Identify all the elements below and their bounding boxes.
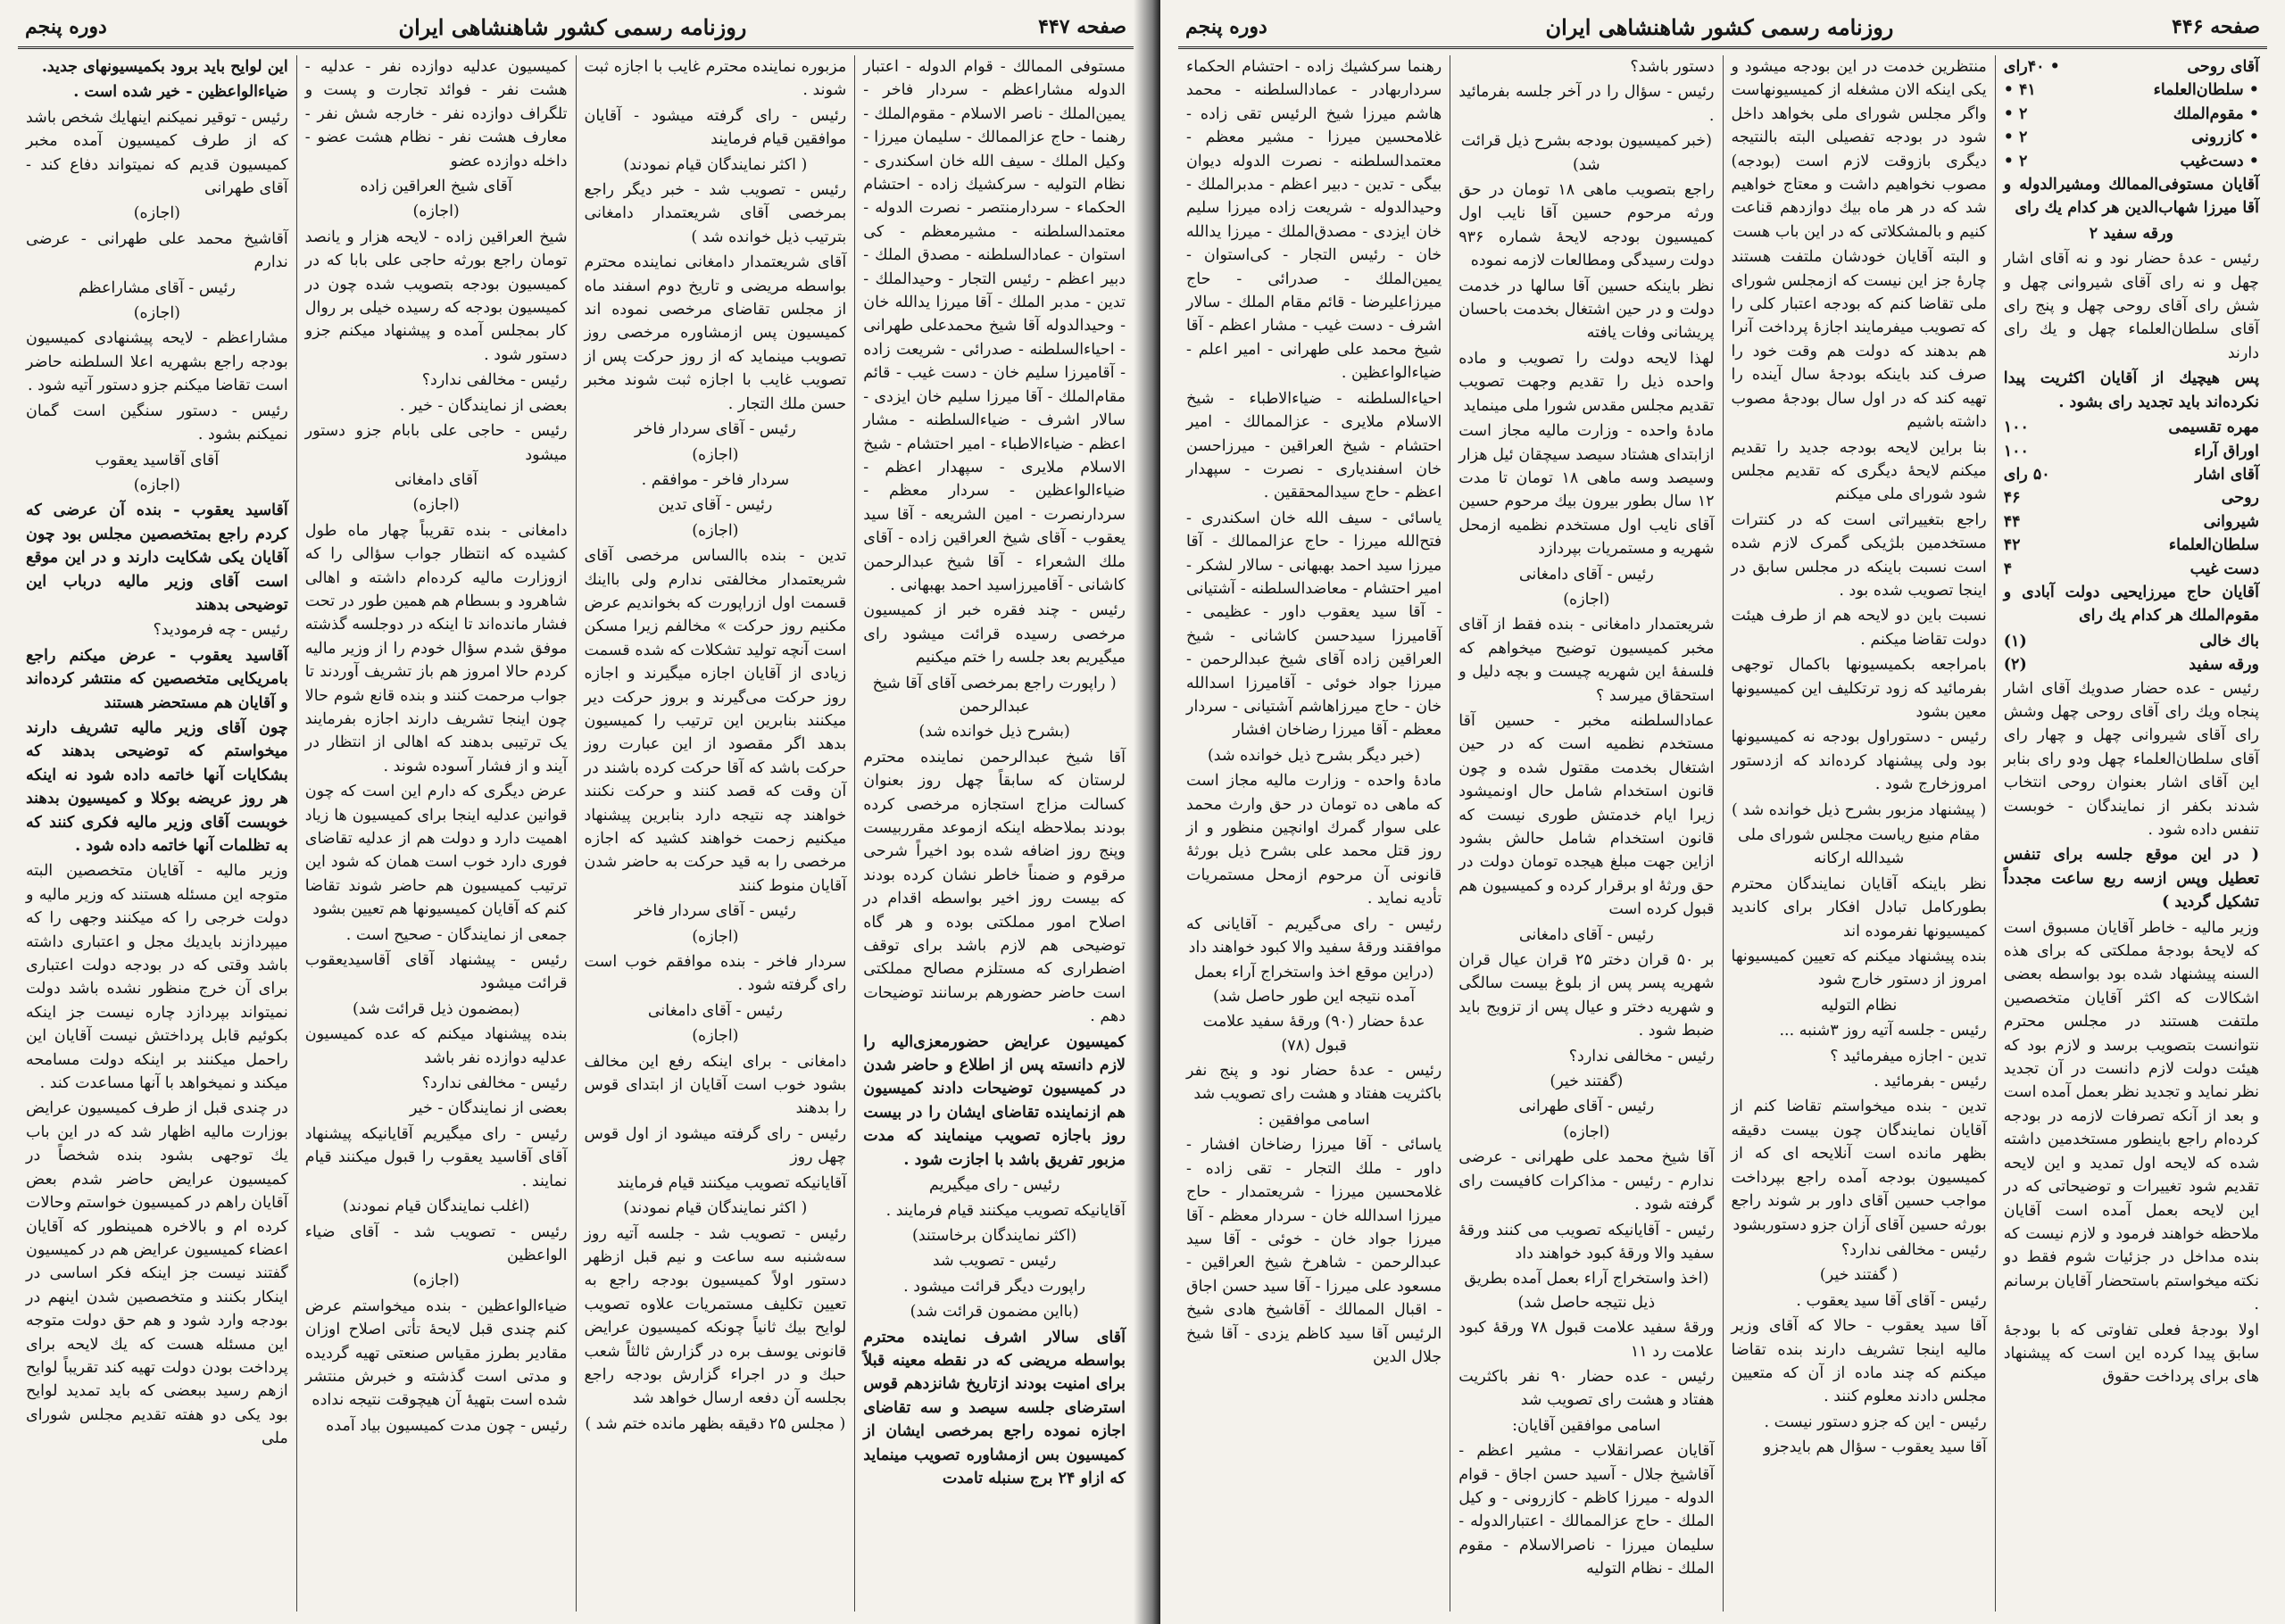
paragraph: رئیس - این که جزو دستور نیست . [1764, 1413, 1987, 1431]
page-446 [1160, 0, 2285, 1624]
paragraph: رئیس - آقای سردار فاخر [634, 420, 796, 439]
tally-mark: ۲ • [2003, 128, 2028, 147]
paragraph: بعضی از نمایندگان - خیر . [399, 396, 568, 415]
paragraph: بامراجعه بکمیسیونها باکمال توجهی بفرمائید که زود ترتکلیف این کمیسیونها معین بشود [1731, 656, 1987, 721]
paragraph: (اجازه) [412, 1272, 460, 1290]
tally-row [2004, 463, 2259, 486]
paragraph: راجع بتغییراتی است که در کنترات مستخدمین بلژیکی گمرک لازم شده است نسبت باینکه در مجلس سابق در اینجا تصویب شده بود . [1731, 510, 1987, 600]
paragraph: (اخذ واستخراج آراء بعمل آمده بطریق ذیل نتیجه حاصل شد) [1464, 1270, 1709, 1312]
paragraph: اولا بودجهٔ فعلی تفاوتی که با بودجهٔ سابق پیدا کرده این است که پیشنهاد های برای پرداخت حقوق [2003, 1321, 2259, 1387]
tally-mark: ۱۰۰ [2003, 442, 2029, 460]
paragraph: آقاسید یعقوب - عرض میکنم راجع بامریکایی متخصصین که منتشر کرده‌اند و آقایان هم مستحضر هستند [26, 646, 288, 712]
paragraph: (اجازه) [133, 204, 181, 223]
paragraph: (گفتند خیر) [1550, 1073, 1624, 1091]
paragraph: (اغلب نمایندگان قیام نمودند) [343, 1197, 530, 1216]
paragraph: ( اکثر نمایندگان قیام نمودند) [623, 155, 808, 174]
paragraph: تدین - اجازه میفرمائید ؟ [1830, 1047, 1987, 1065]
paragraph: آقا سید یعقوب - سؤال هم بایدجزو [1763, 1438, 1987, 1457]
paragraph: رئیس - چون مدت کمیسیون بیاد آمده [326, 1416, 568, 1435]
tally-row [2004, 558, 2259, 581]
paragraph: رئیس - رای میگیریم [928, 1176, 1060, 1195]
tally-mark: • ۴۰رای [2003, 58, 2060, 76]
paragraph: راپورت دیگر قرائت میشود . [903, 1277, 1086, 1296]
paragraph: رئیس - عدهٔ حضار نود و نه آقای اشار چهل و نه رای آقای شیروانی چهل و شش رای آقای روحی چهل و پنج رای آقای سلطان‌العلماء چهل و یك رای دارند [2003, 250, 2259, 362]
paragraph: رئیس - مخالفی ندارد؟ [1568, 1047, 1715, 1065]
tally-mark: ۴۱ • [2003, 81, 2036, 100]
paragraph: رئیس - رای گرفته میشود - آقایان موافقین قیام فرمایند [584, 106, 847, 149]
column-2 [577, 55, 856, 1612]
tally-name: دست غیب [2189, 559, 2259, 578]
tally-row [2004, 79, 2259, 102]
paragraph: رئیس - دستوراول بودجه نه کمیسیونها بود ولی پیشنهاد کرده‌اند که ازدستور امروزخارج شود . [1731, 728, 1987, 794]
tally-row [2004, 126, 2259, 149]
paragraph: عمادالسلطنه مخبر - حسین آقا مستخدم نظمیه است که در حین اشتغال بخدمت مقتول شده و چون قانون استخدام شامل حال اونمیشود زیرا ایام خدمتش طوری نیست که قانون استخدام شامل حالش بشود ازاین جهت مبلغ هیجده تومان دولت در حق ورثهٔ او برقرار کرده و کمیسیون هم قبول کرده است [1458, 711, 1715, 919]
tally-row [2004, 440, 2259, 463]
tally-name: • مقوم‌الملك [2173, 104, 2259, 123]
paragraph: رئیس - آقایانیکه تصویب می کنند ورقهٔ سفید والا ورقهٔ کبود خواهند داد [1458, 1221, 1715, 1263]
paragraph: رئیس - تصویب شد - خبر دیگر راجع بمرخصی آقای شریعتمدار دامغانی بترتیب ذیل خوانده شد ) [584, 181, 847, 246]
tally-name: • سلطان‌العلماء [2153, 81, 2259, 100]
paragraph: دستور باشد؟ [1630, 58, 1715, 76]
paragraph: (اجازه) [692, 445, 739, 464]
tally-row [2004, 630, 2259, 653]
column-4 [18, 55, 297, 1612]
paragraph: دامغانی - بنده تقریباً چهار ماه طول کشیده که انتظار جواب سؤالی را که ازوزارت مالیه کرده‌ام داشته و اهالی شاهرود و بسطام هم همین طور در تحت فشار مانده‌اند تا اینکه در دوجلسه گذشته موفق شدم سؤال خودم را از وزیر مالیه کردم حالا امروز هم باز تشریف آوردند تا جواب مرحمت کنند و بنده قانع شوم حالا چون اینجا تشریف دارند اجازه بفرمایند یک ترتیبی بدهند که اهالی از انتظار در آیند و از فشار آسوده شوند . [304, 521, 568, 775]
paragraph: مشاراعظم - لایحه پیشنهادی کمیسیون بودجه راجع بشهریه اعلا السلطنه حاضر است تقاضا میکنم جزو دستور آتیه شود . [26, 329, 288, 395]
paragraph: آقا شیخ عبدالرحمن نماینده محترم لرستان که سابقاً چهل روز بعنوان کسالت مزاج استجازه مرخصی کرده بودند بملاحظه اینکه ازموعد مقرربیست وپنج روز اضافه شده بود اخیراً شرحی مرقوم و ضمناً خاطر نشان کرده بودند که بیست روز اخیر بواسطه اقدام در اصلاح امور مملکتی بوده و هر گاه توضیحی هم لازم باشد برای توقف اضطراری که مستلزم مصالح مملکتی است حاضر حضورهم برسانند توضیحات دهم . [863, 748, 1126, 1026]
paragraph: آقای شیخ العراقین زاده [360, 178, 512, 196]
paragraph: آقای شریعتمدار دامغانی نماینده محترم بواسطه مریضی و تاریخ دوم اسفند ماه از مجلس تقاضای مرخصی نموده اند کمیسیون پس ازمشاوره مرخصی روز تصویب مینماید که از روز حرکت پس از تصویب غایب با اجازه ثبت شوند مخبر حسن ملك التجار . [584, 253, 847, 413]
paragraph: (اجازه) [1563, 1123, 1610, 1141]
paragraph: رئیس - مخالفی ندارد؟ [421, 371, 568, 390]
paragraph: تدین - بنده میخواستم تقاضا کنم از آقایان نمایندگان چون بیست دقیقه بظهر مانده است آنلایحه ای که از کمیسیون بودجه آمده راجع بپرداخت مواجب حسین آقای داور بر شوند راجع بورثه حسین آقای آزان جزو دستوربشود [1731, 1098, 1987, 1234]
paragraph: رئیس - آقای طهرانی [1518, 1098, 1655, 1116]
page-number: صفحه ۴۴۷ [1038, 15, 1126, 38]
paragraph: پس هیچیك از آقایان اکثریت پیدا نکرده‌اند باید تجدید رای بشود . [2003, 369, 2259, 411]
paragraph: (اجازه) [692, 1027, 739, 1046]
paragraph: (خبر کمیسیون بودجه بشرح ذیل قرائت شد) [1460, 132, 1712, 174]
paragraph: وزیر مالیه - آقایان متخصصین البته متوجه این مسئله هستند که وزیر مالیه و دولت خرجی را که میکنند وجهی را که میپردازند بایدیك مجل و اعتباری داشته باشد وقتی که در بودجه دولت اعتباری برای آن خرج منظور نشده باشد دولت نمیتواند بپردازد چاره نیست جز اینکه بکوئیم قابل پرداختش نیست آقایان این راحمل میکنند بر اینکه دولت مسامحه میکند و نمیخواهد با آنها مساعدت کند . [26, 862, 288, 1093]
paragraph: رئیس - عده حضار ۹۰ نفر باکثریت هفتاد و هشت رای تصویب شد [1458, 1367, 1715, 1410]
tally-mark: ۲ • [2003, 152, 2028, 170]
paragraph: اسامی موافقین آقایان: [1512, 1416, 1661, 1435]
tally-name: مهره تقسیمی [2168, 418, 2259, 437]
paragraph: نسبت باین دو لایحه هم از طرف هیئت دولت تقاضا میکنم . [1731, 607, 1987, 649]
tally-row [2004, 486, 2259, 510]
paragraph: بنده پیشنهاد میکنم که عده کمیسیون عدلیه دوازده نفر باشد [304, 1025, 568, 1067]
paragraph: رئیس - آقای تدین [658, 496, 773, 515]
paragraph: کمیسیون عدلیه دوازده نفر - عدلیه - هشت نفر - فوائد تجارت و پست و تلگراف دوازده نفر - خارجه شش نفر - معارف هشت نفر - نظام هشت عضو - داخله دوازده عضو [304, 58, 568, 170]
columns [18, 55, 1134, 1612]
paragraph: رئیس - آقای دامغانی [1518, 565, 1654, 584]
paragraph: عدهٔ حضار (۹۰) ورقهٔ سفید علامت قبول (۷۸) [1202, 1013, 1425, 1055]
paragraph: عرض دیگری که دارم این است که چون قوانین عدلیه اینجا برای کمیسیون ها زیاد اهمیت دارد و دولت هم از عدلیه تقاضای فوری دارد خوب است همان که شود این ترتیب کمیسیون هم حاضر شوند تقاضا کنم که آقایان کمیسیونها هم تعیین بشود [304, 783, 568, 919]
paragraph: رئیس - دستور سنگین است گمان نمیکنم بشود . [26, 402, 288, 444]
paragraph: رئیس - آقای دامغانی [647, 1001, 783, 1020]
paragraph: رئیس - بفرمائید . [1874, 1073, 1987, 1091]
paragraph: آقایانیکه تصویب میکنند قیام فرمایند [616, 1173, 847, 1192]
paragraph: رئیس - توقیر نمیکنم اینهایك شخص باشد که از طرف کمیسیون آمده مخبر کمیسیون قدیم که نمیتواند دفاع کند - آقای طهرانی [25, 108, 288, 198]
paragraph: رئیس - پیشنهاد آقای آقاسیدیعقوب قرائت میشود [304, 951, 568, 993]
paragraph: راجع بتصویب ماهی ۱۸ تومان در حق ورثه مرحوم حسین آقا نایب اول کمیسیون بودجه لایحهٔ شماره ۹۳۶ دولت رسیدگی ومطالعات لازمه نموده [1458, 181, 1715, 270]
paragraph: آقایان مستوفی‌الممالك ومشیرالدوله و آقا میرزا شهاب‌الدین هر کدام یك رای [2003, 176, 2259, 218]
paragraph: آقا سید یعقوب - حالا که آقای وزیر مالیه اینجا تشریف دارند بنده تقاضا میکنم که چند ماده از آن که متعیین مجلس دادند معلوم کنند . [1731, 1317, 1987, 1406]
vote-tally [2004, 55, 2259, 173]
paragraph: رئیس - آقای آقا سید یعقوب . [1796, 1291, 1987, 1310]
paragraph: رئیس - آقای مشاراعظم [78, 278, 236, 297]
vote-tally [2004, 630, 2259, 677]
paragraph: (بمضمون ذیل قرائت شد) [353, 999, 520, 1018]
paragraph: رئیس - چه فرمودید؟ [153, 621, 288, 640]
paragraph: مزبوره نماینده محترم غایب با اجازه ثبت شوند . [584, 58, 847, 100]
session-label: دوره پنجم [1185, 15, 1267, 38]
column-4 [1178, 55, 1450, 1612]
paragraph: (اکثر نمایندگان برخاستند) [912, 1226, 1077, 1245]
column-2 [1724, 55, 1996, 1612]
paragraph: آقایانیکه تصویب میکنند قیام فرمایند . [885, 1201, 1126, 1220]
tally-mark: (۱) [2003, 632, 2027, 650]
tally-row [2004, 653, 2259, 676]
paragraph: بنده پیشنهاد میکنم که تعیین کمیسیونها امروز از دستور خارج شود [1731, 948, 1987, 990]
paragraph: رئیس - آقای سردار فاخر [634, 902, 796, 921]
paragraph: رئیس - چند فقره خبر از کمیسیون مرخصی رسیده قرائت میشود رای میگیریم بعد جلسه را ختم میکنیم [863, 601, 1126, 667]
tally-mark: ۱۰۰ [2003, 418, 2029, 437]
paragraph: نظر باینکه حسین آقا سالها در خدمت دولت و در حین اشتغال بخدمت باحسان پریشانی وفات یافته [1458, 277, 1715, 343]
paragraph: ( در این موقع جلسه برای تنفس تعطیل وپس ازسه ربع ساعت مجدداً تشکیل گردید ) [2003, 846, 2259, 912]
paragraph: ورقهٔ سفید علامت قبول ۷۸ ورقهٔ کبود علامت رد ۱۱ [1458, 1319, 1715, 1361]
paragraph: (اجازه) [412, 496, 460, 515]
paragraph: این لوایح باید برود بکمیسیونهای جدید. [41, 58, 288, 76]
tally-name: سلطان‌العلماء [2168, 536, 2259, 555]
paragraph: ضیاءالواعظین - خیر شده است . [73, 83, 288, 102]
paragraph: ( گفتند خیر) [1819, 1266, 1899, 1285]
paragraph: رئیس - سؤال را در آخر جلسه بفرمائید . [1458, 83, 1715, 125]
column-3 [1450, 55, 1723, 1612]
paragraph: رئیس - رای میگیریم آقایانیکه پیشنهاد آقای آقاسید یعقوب را قبول میکنند قیام نمایند . [304, 1124, 568, 1190]
tally-mark: ۴۲ [2003, 536, 2021, 555]
paragraph: رئیس - عدهٔ حضار نود و پنج نفر باکثریت هفتاد و هشت رای تصویب شد [1186, 1062, 1442, 1104]
paragraph: ورقه سفید ۲ [2089, 224, 2173, 243]
paragraph: دامغانی - برای اینکه رفع این مخالف بشود خوب است آقایان از ابتدای قوس را بدهند [584, 1052, 847, 1118]
paragraph: بنا براین لایحه بودجه جدید را تقدیم میکنم لایحهٔ دیگری که تقدیم مجلس شود شورای ملی میکنم [1731, 438, 1987, 504]
paragraph: شیخ العراقین زاده - لایحه هزار و یانصد تومان راجع بورثه حاجی علی بابا که در کمیسیون بودجه بتصویب شده چون در کمیسیون بودجه که رسیده خیلی بر روال کار بمجلس آمده و پیشنهاد میکنم جزو دستور شود . [304, 228, 568, 364]
paragraph: (دراین موقع اخذ واستخراج آراء بعمل آمده نتیجه این طور حاصل شد) [1193, 964, 1434, 1006]
paragraph: سردار فاخر - موافقم . [641, 470, 790, 489]
columns [1178, 55, 2267, 1612]
tally-row [2004, 510, 2259, 534]
newspaper-title: روزنامه رسمی کشور شاهنشاهی ایران [398, 13, 747, 40]
paragraph: در چندی قبل از طرف کمیسیون عرایض بوزارت مالیه اظهار شد که در این باب یك توجهی بشود بنده شخصاً در کمیسیون عرایض حاضر شدم بعض آقایان راهم در کمیسیون خواستم وحالات کرده ام و بالاخره همینطور که آقایان اعضاء کمیسیون عرایض هم در کمیسیون گفتند نیست جز اینکه فکر اساسی در اینکار بکنند و متخصصین شدن اینهم در بودجه وارد شود و هم حق دولت متوجه این مسئله هست که یك لایحه برای پرداخت بودن دولت تهیه کند تقریباً لوایح ازهم رسید ببعضی که باید تمدید لوایح بود یکی دو هفته تقدیم مجلس شورای ملی [26, 1099, 288, 1448]
paragraph: نظر باینکه آقایان نمایندگان محترم بطورکامل تبادل افکار برای کاندید کمیسیونها نفرموده اند [1731, 874, 1987, 940]
paragraph: ( اکثر نمایندگان قیام نمودند) [623, 1199, 808, 1218]
paragraph: رئیس - مخالفی ندارد؟ [1841, 1240, 1987, 1259]
tally-name: • دست‌غیب [2180, 152, 2259, 170]
tally-name: آقای اشار [2195, 465, 2259, 484]
paragraph: (بشرح ذیل خوانده شد) [918, 723, 1070, 742]
paragraph: رئیس - تصویب شد - آقای ضیاء الواعظین [304, 1222, 568, 1264]
paragraph: (اجازه) [692, 521, 739, 540]
tally-name: شیروانی [2203, 512, 2259, 531]
tally-name: اوراق آراء [2194, 442, 2259, 460]
tally-name: آقای روحی [2187, 58, 2259, 76]
paragraph: آقایان حاج میرزایحیی دولت آبادی و مقوم‌الملك هر كدام یك رای [2003, 583, 2259, 626]
paragraph: شریعتمدار دامغانی - بنده فقط از آقای مخبر کمیسیون توضیح میخواهم که فلسفهٔ این شهریه چیست و بچه دلیل و استحقاق میرسد ؟ [1458, 616, 1715, 705]
paragraph: تدین - بنده باالساس مرخصی آقای شریعتمدار مخالفتی ندارم ولی بااینك قسمت اول ازراپورت که بخواندیم عرض مکنیم روز حرکت » مخالفم زیرا مسکن است آنچه تولید تشکلات که شده قسمت زیادی از آقایان اجازه میگیرند و اجازه روز حرکت می‌گیرند و بروز حرکت دیر میکنند بنابرین این ترتیب را کمیسیون بدهد اگر مقصود از این عبارت روز حرکت باشد که آقا حرکت کرده باشند در آن وقت که قصد کنند و حرکت نکنند خواهند چه نتیجه دارد بنابرین پیشنهاد میکنیم زحمت خواهند کشید که اجازه مرخصی را به قید حرکت به حاضر شدن آقایان منوط کنند [584, 547, 847, 895]
paragraph: آقایان عصرانقلاب - مشیر اعظم - آقاشیخ جلال - آسید حسن اجاق - قوام الدوله - میرزا کاظم - کازرونی - و کیل الملك - حاج عزالممالك - اعتبارالدوله - سلیمان میرزا - ناصرالاسلام - مقوم الملك - نظام التولیه [1458, 1442, 1715, 1578]
paragraph: (اجازه) [692, 927, 739, 946]
paragraph: مستوفی الممالك - قوام الدوله - اعتبار الدوله مشاراعظم - سردار فاخر - یمین‌الملك - ناصر الاسلام - مقوم‌الملك - رهنما - حاج عزالممالك - سلیمان میرزا - وکیل الملك - سیف الله خان اسکندری - نظام التولیه - سرکشیك زاده - احتشام الحکماء - سردارمنتصر - نصرت الدوله - معتمدالسلطنه - مشیرمعظم - کی استوان - عمادالسلطنه - مصدق الملك - دبیر اعظم - رئیس التجار - وحیدالملك - تدین - مدبر الملك - آقا میرزا یدالله خان - وحیدالدوله آقا شیخ محمدعلی طهرانی - احیاءالسلطنه - صدرائی - شریعت زاده - آقامیرزا سلیم خان - دست غیب - قائم مقام‌الملك - آقا میرزا سلیم خان ایزدی - سالار اشرف - ضیاءالسلطنه - مشار اعظم - ضیاءالاطباء - امیر احتشام - شیخ الاسلام ملایری - سپهدار اعظم - ضیاءالواعظین - سردار معظم - سردارنصرت - امین الشریعه - آقا سید یعقوب - آقای شیخ العراقین زاده - آقای ملك الشعراء - آقا شیخ عبدالرحمن کاشانی - آقامیرزاسید احمد بهبهانی . [863, 58, 1126, 594]
paragraph: رئیس - آقای دامغانی [1518, 925, 1654, 944]
paragraph: ( مجلس ۲۵ دقیقه بظهر مانده ختم شد ) [585, 1414, 846, 1433]
tally-mark: ۴۴ [2003, 512, 2021, 531]
column-1 [855, 55, 1134, 1612]
paragraph: چون آقای وزیر مالیه تشریف دارند میخواستم که توضیحی بدهند که بشکایات آنها خاتمه داده شود نه اینکه هر روز عریضه بوکلا و کمیسیون بدهند خوبست آقای وزیر مالیه فکری کنند که به تظلمات آنها خاتمه داده شود . [26, 718, 288, 855]
column-1 [1996, 55, 2267, 1612]
paragraph: (اجازه) [1563, 590, 1610, 609]
paragraph: و البته آقایان خودشان ملتفت هستند چارهٔ جز این نیست که ازمجلس شورای ملی تقاضا کنم که بودجه اعتبار کلی را که تصویب میفرمایند اجازهٔ پرداخت آنرا هم بدهند که دولت هم وقت خود را صرف کند باینکه بودجهٔ سال آینده را تهیه کند که در اول سال بودجهٔ مصوب داشته باشیم [1731, 248, 1987, 432]
paragraph: (بااین مضمون قرائت شد) [910, 1303, 1079, 1322]
tally-name: ورقه سفید [2189, 656, 2259, 675]
paragraph: مقام منیع ریاست مجلس شورای ملی شیدالله ارکانه [1738, 826, 1981, 868]
page-number: صفحه ۴۴۶ [2172, 15, 2260, 38]
tally-row [2004, 103, 2259, 126]
paragraph: کمیسیون عرایض حضورمعزی‌الیه را لازم دانسته پس از اطلاع و حاضر شدن در کمیسیون توضیحات دادند کمیسیون هم ازنماینده تقاضای ایشان را در بیست روز باجازه تصویب مینمایند که مدت مزبور تفریق باشد با اجازت شود . [863, 1032, 1126, 1169]
paragraph: رئیس - رای می‌گیریم - آقایانی که موافقند ورقهٔ سفید والا کبود خواهند داد [1186, 915, 1442, 957]
paragraph: یاسائی - سیف الله خان اسکندری - فتح‌الله میرزا - حاج عزالممالك - آقا میرزا سید احمد بهبهانی - سالار لشکر - امیر احتشام - معاضدالسلطنه - آشتیانی - آقا سید یعقوب داور - عظیمی - آقامیرزا سیدحسن کاشانی - شیخ العراقین زاده آقای شیخ عبدالرحمن - میرزا جواد خوئی - آقامیرزا اسدالله خان - حاج میرزاهاشم آشتیانی - سردار معظم - آقا میرزا رضاخان افشار [1186, 509, 1442, 740]
paragraph: رئیس - عده حضار صدویك آقای اشار پنجاه ویك رای آقای روحی چهل وشش رای آقای شیروانی چهل و چهار رای آقای سلطان‌العلماء چهل ودو رای بنابر این آقای اشار بعنوان روحی انتخاب شدند بکفر از نمایندگان - خوبست تنفس داده شود . [2003, 679, 2259, 839]
paragraph: (اجازه) [133, 476, 181, 494]
paragraph: آقا شیخ محمد علی طهرانی - عرضی ندارم - رئیس - مذاکرات کافیست رای گرفته شود . [1458, 1148, 1715, 1214]
paragraph: وزیر مالیه - خاطر آقایان مسبوق است که لایحهٔ بودجهٔ مملکتی که برای هذه السنه پیشنهاد شده بود بواسطه بعضی اشکالات که اکثر آقایان متخصصین ملتفت هستند در مجلس محترم نتوانست بتصویب برسد و لازم بود که هیئت دولت لازم دانست در آن تجدید نظر نماید و تجدید نظر بعمل آمده است و بعد از آنکه تصرفات لازمه در بودجه کرده‌ام راجع باینطور مستخدمین داشته شده که لایحه اول تمدید و این لایحه تقدیم شود تغییرات و توضیحاتی که در این لایحه بعمل آمده است آقایان ملاحظه خواهند فرمود و لازم نیست که بنده مداخل در جزئیات شوم فقط دو نکته میخواستم باستحضار آقایان برسانم . [2003, 918, 2259, 1314]
paragraph: اسامی موافقین : [1258, 1110, 1370, 1129]
tally-name: باك خالی [2199, 632, 2259, 650]
paragraph: (خبر دیگر بشرح ذیل خوانده شد) [1207, 746, 1421, 765]
paragraph: منتظرین خدمت در این بودجه میشود و یکی اینکه الان مشغله از کمیسیونهاست واگر مجلس شورای ملی بخواهد داخل شود در بودجه تفصیلی البته بالنتیجه دیگری بازوقت لازم است (بودجه) مصوب نخواهیم داشت و معتاج خواهیم شد که در هر ماه بیك دوازدهم قناعت کنیم و بالمشکلاتی که در این باب هست [1731, 58, 1987, 241]
newspaper-title: روزنامه رسمی کشور شاهنشاهی ایران [1545, 13, 1894, 40]
paragraph: رئیس - تصویب شد [932, 1252, 1057, 1271]
tally-row [2004, 534, 2259, 557]
paragraph: (اجازه) [133, 304, 181, 323]
paragraph: رهنما سرکشیك زاده - احتشام الحکماء سرداربهادر - عمادالسلطنه - محمد هاشم میرزا شیخ الرئیس تقی زاده - غلامحسین میرزا - مشیر معظم - معتمدالسلطنه - نصرت الدوله دیوان بیگی - تدین - دبیر اعظم - مدبرالملك - وحیدالدوله - شریعت زاده میرزا سلیم خان ایزدی - مصدق‌الملك - میرزا یدالله خان - رئیس التجار - کی‌استوان - یمین‌الملك - صدرائی - حاج میرزاعلیرضا - قائم مقام الملك - سالار اشرف - دست غیب - مشار اعظم - آقا شیخ محمد علی طهرانی - امیر اعلم - ضیاءالواعظین . [1186, 58, 1442, 383]
tally-name: • كازرونی [2191, 128, 2259, 147]
tally-mark: (۲) [2003, 656, 2027, 675]
paragraph: جمعی از نمایندگان - صحیح است . [345, 925, 568, 944]
session-label: دوره پنجم [25, 15, 107, 38]
tally-mark: ۲ • [2003, 104, 2028, 123]
tally-mark: ۵۰ رای [2003, 465, 2050, 484]
page-header [1178, 7, 2267, 49]
paragraph: مادهٔ واحده - وزارت مالیه مجاز است که ماهی ده تومان در حق وارث محمد علی سوار گمرك اوانچین منظور و از روز قتل محمد علی بشرح ذیل بورثهٔ قانونی آن مرحوم ازمحل مستمریات تأدیه نماید . [1186, 772, 1442, 908]
tally-mark: ۴۶ [2003, 489, 2021, 508]
paragraph: رئیس - تصویب شد - جلسه آتیه روز سه‌شنبه سه ساعت و نیم قبل ازظهر دستور اولاً کمیسیون بودجه راجع به تعیین تکلیف مستمریات علاوه تصویب لوایح بیك ثانیاً چونكه كمیسیون عرایض قانونی یوسف بره در گزارش ثالثاً شعب حبك و در اجراء گزارش بودجه راجع بجلسه آن دفعه ارسال خواهد شد [584, 1224, 847, 1408]
column-3 [297, 55, 577, 1612]
paragraph: لهذا لایحه دولت را تصویب و ماده واحده ذیل را تقدیم وجهت تصویب تقدیم مجلس مقدس شورا ملی مینماید [1458, 349, 1715, 415]
tally-mark: ۴ [2003, 559, 2013, 578]
vote-tally [2004, 416, 2259, 581]
tally-name: روحی [2221, 489, 2259, 508]
paragraph: رئیس - مخالفی ندارد؟ [421, 1074, 568, 1093]
paragraph: احیاءالسلطنه - ضیاءالاطباء - شیخ الاسلام ملایری - عزالممالك - امیر احتشام - شیخ العراقین - میرزاحسن خان اسفندیاری - نصرت - سپهدار اعظم - حاج سیدالمحققین . [1186, 389, 1442, 502]
paragraph: بعضی از نمایندگان - خیر [410, 1099, 568, 1118]
paragraph: رئیس - جلسه آتیه روز ۳شنبه ... [1779, 1022, 1987, 1040]
paragraph: ( پیشنهاد مزبور بشرح ذیل خوانده شد ) [1731, 800, 1987, 819]
paragraph: آقای آقاسید یعقوب [95, 451, 220, 469]
page-header [18, 7, 1134, 49]
tally-row [2004, 55, 2259, 79]
paragraph: مادهٔ واحده - وزارت مالیه مجاز است ازابتدای هشتاد سیصد سیچقان ئیل هزار وسیصد وسه ماهی ۱۸ تومان تا مدت ۱۲ سال بطور بیرون بیك مرحوم حسین آقای نایب اول مستخدم نظمیه ازمحل شهریه و مستمریات بپردازد [1458, 422, 1715, 559]
paragraph: ( راپورت راجع بمرخصی آقای آقا شیخ عبدالرحمن [872, 674, 1117, 716]
paragraph: آقای سالار اشرف نماینده محترم بواسطه مریضی که در نقطه معینه قبلاً برای امنیت بودند ازتاریخ شانزدهم قوس استرضای جلسه سیصد و سه تقاضای اجازه نموده راجع بمرخصی ایشان از کمیسیون بس ازمشاوره تصویب مینماید که ازاو ۲۴ برج سنبله تامدت [863, 1328, 1126, 1487]
paragraph: بر ۵۰ قران دختر ۲۵ قران عیال قران شهریه پسر پس از بلوغ بیست سالگی و شهریه دختر و عیال پس از تزویج باید ضبط شود . [1458, 951, 1715, 1040]
tally-row [2004, 150, 2259, 173]
paragraph: سردار فاخر - بنده موافقم خوب است رای گرفته شود . [584, 953, 847, 995]
paragraph: ضیاءالواعظین - بنده میخواستم عرض کنم چندی قبل لایحهٔ تأتی اصلاح اوزان مقادیر بطرز مقیاس صنعتی تهیه گردیده و مدتی است گذشته و خبرش منتشر شده است بتهیهٔ آن هیچوقت نتیجه نداده [304, 1297, 568, 1410]
paragraph: (اجازه) [412, 203, 460, 221]
paragraph: رئیس - رای گرفته میشود از اول قوس چهل روز [584, 1124, 847, 1167]
tally-row [2004, 416, 2259, 439]
paragraph: آقاشیخ محمد علی طهرانی - عرضی ندارم [26, 229, 288, 272]
paragraph: آقاسید یعقوب - بنده آن عرضی که کردم راجع بمتخصصین مجلس بود چون آقایان یکی شکایت دارند و در این موقع است آقای وزیر مالیه درباب این توضیحی بدهند [26, 501, 288, 614]
paragraph: یاسائی - آقا میرزا رضاخان افشار - داور - ملك التجار - تقی زاده - غلامحسین میرزا - شریعتمدار - حاج میرزا اسدالله خان - سردار معظم - آقا میرزا جواد خان - خوئی - آقا سید عبدالرحمن - شاهرخ شیخ العراقین - مسعود علی میرزا - آقا سید حسن اجاق - اقبال الممالك - آقاشیخ هادی شیخ الرئیس آقا سید کاظم یزدی - آقا شیخ جلال الدین [1186, 1136, 1442, 1366]
paragraph: نظام التولیه [1820, 996, 1898, 1015]
paragraph: آقای دامغانی [395, 470, 478, 489]
paragraph: رئیس - حاجی علی بابام جزو دستور میشود [304, 422, 568, 464]
